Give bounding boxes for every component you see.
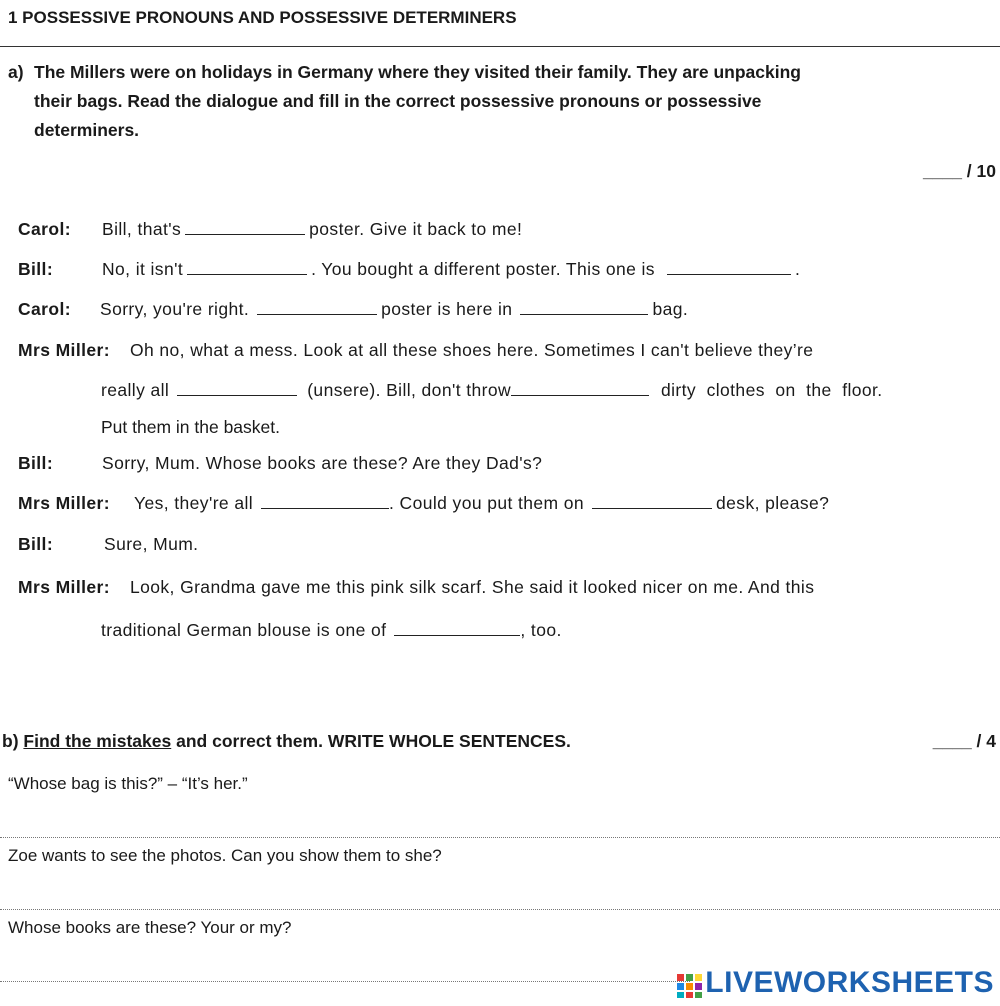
- dialogue-text: really all: [101, 380, 170, 400]
- part-b-heading: [2, 731, 571, 752]
- dialogue-line: [101, 620, 562, 641]
- answer-blank[interactable]: [187, 260, 307, 275]
- speaker-label: Mrs Miller:: [18, 577, 110, 597]
- speaker-label: Carol:: [18, 299, 71, 319]
- dialogue-text: .: [794, 259, 801, 279]
- part-b-label: b): [2, 731, 19, 751]
- dialogue-line: [18, 259, 800, 280]
- mistake-sentence-3: Whose books are these? Your or my?: [8, 918, 292, 937]
- liveworksheets-logo-icon: [677, 972, 703, 996]
- dialogue-line: [18, 453, 542, 474]
- answer-blank[interactable]: [185, 220, 305, 235]
- dialogue-text: Look, Grandma gave me this pink silk scarf. She said it looked nicer on me. And this: [130, 577, 815, 597]
- answer-line-2[interactable]: [0, 909, 1000, 910]
- divider: [0, 46, 1000, 47]
- speaker-label: Bill:: [18, 534, 54, 554]
- dialogue-line: [18, 493, 829, 514]
- dialogue-line: [101, 380, 883, 401]
- dialogue-text: Oh no, what a mess. Look at all these shoes here. Sometimes I can't believe they’re: [130, 340, 814, 360]
- dialogue-line: [101, 417, 280, 438]
- dialogue-text: . You bought a different poster. This one is: [311, 259, 655, 279]
- speaker-label: Bill:: [18, 259, 54, 279]
- dialogue-line: [18, 534, 198, 555]
- dialogue-text: traditional German blouse is one of: [101, 620, 387, 640]
- part-a-score: ____ / 10: [923, 161, 996, 181]
- dialogue-text: poster. Give it back to me!: [309, 219, 523, 239]
- speaker-label: Bill:: [18, 453, 54, 473]
- part-a-instruction-line1: The Millers were on holidays in Germany where they visited their family. They are unpacking: [34, 62, 801, 82]
- dialogue-text: poster is here in: [381, 299, 513, 319]
- dialogue-text: Sorry, you're right.: [100, 299, 250, 319]
- dialogue-text: (unsere). Bill, don't throw: [307, 380, 512, 400]
- part-a-instruction-line3: determiners.: [34, 120, 140, 140]
- answer-blank[interactable]: [394, 621, 520, 636]
- dialogue-text: Sorry, Mum. Whose books are these? Are they Dad's?: [102, 453, 543, 473]
- answer-blank[interactable]: [177, 381, 297, 396]
- liveworksheets-logo-text: LIVEWORKSHEETS: [705, 966, 994, 999]
- part-a-label: a): [8, 62, 24, 82]
- dialogue-text: , too.: [520, 620, 562, 640]
- liveworksheets-logo: [677, 966, 994, 1000]
- dialogue-line: [18, 219, 522, 240]
- dialogue-text: bag.: [652, 299, 689, 319]
- answer-blank[interactable]: [261, 494, 389, 509]
- dialogue-text: . Could you put them on: [389, 493, 585, 513]
- dialogue-text: Yes, they're all: [134, 493, 254, 513]
- dialogue-text: dirty clothes on the floor.: [661, 380, 883, 400]
- part-b-score: ____ / 4: [932, 731, 996, 751]
- answer-blank[interactable]: [511, 381, 649, 396]
- part-a-instruction-line2: their bags. Read the dialogue and fill in the correct possessive pronouns or possessive: [34, 91, 762, 111]
- speaker-label: Mrs Miller:: [18, 340, 110, 360]
- dialogue-line: [18, 577, 814, 598]
- dialogue-text: desk, please?: [716, 493, 830, 513]
- answer-blank[interactable]: [592, 494, 712, 509]
- exercise-title: 1 POSSESSIVE PRONOUNS AND POSSESSIVE DETERMINERS: [8, 8, 517, 27]
- answer-line-3[interactable]: [0, 981, 690, 982]
- part-b-underlined-text: Find the mistakes: [23, 731, 172, 751]
- dialogue-line: [18, 299, 688, 320]
- dialogue-text: Bill, that's: [102, 219, 182, 239]
- speaker-label: Carol:: [18, 219, 71, 239]
- mistake-sentence-1: “Whose bag is this?” – “It’s her.”: [8, 774, 248, 793]
- mistake-sentence-2: Zoe wants to see the photos. Can you show them to she?: [8, 846, 442, 865]
- answer-blank[interactable]: [667, 260, 791, 275]
- answer-line-1[interactable]: [0, 837, 1000, 838]
- answer-blank[interactable]: [257, 300, 377, 315]
- answer-blank[interactable]: [520, 300, 648, 315]
- dialogue-text: Put them in the basket.: [101, 417, 280, 437]
- dialogue-text: No, it isn't: [102, 259, 184, 279]
- dialogue-line: [18, 340, 813, 361]
- part-b-instruction: and correct them. WRITE WHOLE SENTENCES.: [176, 731, 571, 751]
- dialogue-text: Sure, Mum.: [104, 534, 199, 554]
- speaker-label: Mrs Miller:: [18, 493, 110, 513]
